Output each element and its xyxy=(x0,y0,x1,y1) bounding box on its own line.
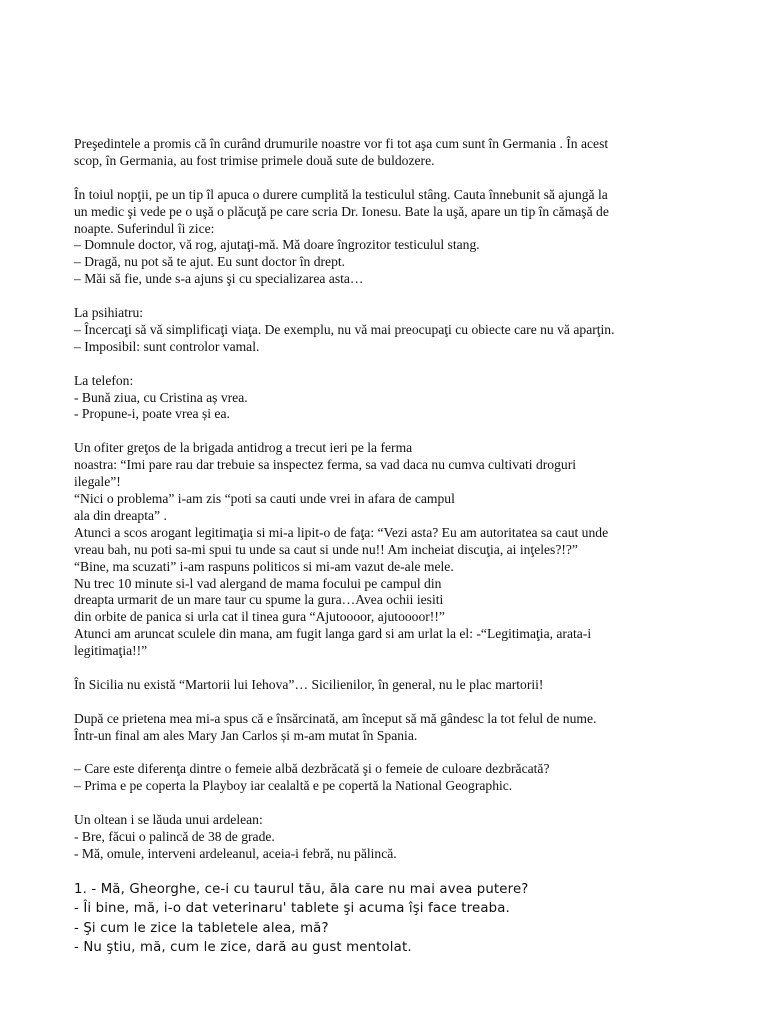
text-line: din orbite de panica si urla cat il tinea gura “Ajutoooor, ajutoooor!!” xyxy=(74,609,445,625)
text-line: - Îi bine, mă, i-o dat veterinaru' tablete şi acuma îşi face treaba. xyxy=(74,901,510,917)
text-line: După ce prietena mea mi-a spus că e însărcinată, am început să mă gândesc la tot felul de nume. xyxy=(74,710,597,726)
text-line: dreapta urmarit de un mare taur cu spume la gura…Avea ochii iesiti xyxy=(74,592,444,608)
text-line: La psihiatru: xyxy=(74,305,144,321)
joke-paragraph xyxy=(74,440,714,660)
joke-paragraph xyxy=(74,305,714,356)
text-line: Preşedintele a promis că în curând drumurile noastre vor fi tot aşa cum sunt în Germania . În acest xyxy=(74,136,609,151)
text-line: “Bine, ma scuzati” i-am raspuns politicos si mi-am vazut de-ale mele. xyxy=(74,558,454,574)
text-line: noapte. Suferindul îi zice: xyxy=(74,220,215,236)
joke-paragraph xyxy=(74,761,714,795)
text-line: Atunci am aruncat sculele din mana, am fugit langa gard si am urlat la el: -“Legitimaţia, arata-i xyxy=(74,626,592,642)
joke-paragraph xyxy=(74,373,714,424)
text-line: – Imposibil: sunt controlor vamal. xyxy=(74,338,260,354)
text-line: legitimaţia!!” xyxy=(74,643,148,659)
text-line: 1. - Mă, Gheorghe, ce-i cu taurul tău, ăla care nu mai avea putere? xyxy=(74,881,529,897)
text-line: - Mă, omule, interveni ardeleanul, aceia-i febră, nu pălincă. xyxy=(74,845,397,861)
text-line: “Nici o problema” i-am zis “poti sa cauti unde vrei in afara de campul xyxy=(74,490,455,506)
text-line: – Care este diferenţa dintre o femeie albă dezbrăcată şi o femeie de culoare dezbrăcată? xyxy=(74,761,550,777)
text-line: - Nu ştiu, mă, cum le zice, dară au gust mentolat. xyxy=(74,939,412,955)
text-line: un medic şi vede pe o uşă o plăcuţă pe care scria Dr. Ionesu. Bate la uşă, apare un tip în cămaşă de xyxy=(74,203,609,219)
text-line: Nu trec 10 minute si-l vad alergand de mama focului pe campul din xyxy=(74,575,442,591)
text-line: – Dragă, nu pot să te ajut. Eu sunt doctor în drept. xyxy=(74,254,346,270)
document-body xyxy=(74,136,714,957)
text-line: scop, în Germania, au fost trimise primele două sute de buldozere. xyxy=(74,152,435,168)
text-line: La telefon: xyxy=(74,372,134,388)
joke-paragraph xyxy=(74,812,714,863)
text-line: În Sicilia nu există “Martorii lui Iehova”… Sicilienilor, în general, nu le plac martorii! xyxy=(74,676,544,692)
final-joke-paragraph xyxy=(74,880,714,958)
text-line: noastra: “Imi pare rau dar trebuie sa inspectez ferma, sa vad daca nu cumva cultivati droguri xyxy=(74,457,576,473)
joke-paragraph xyxy=(74,711,714,745)
text-line: În toiul nopţii, pe un tip îl apuca o durere cumplită la testiculul stâng. Cauta înnebunit să ajungă la xyxy=(74,186,608,202)
text-line: - Propune-i, poate vrea și ea. xyxy=(74,406,230,422)
text-line: – Încercaţi să vă simplificaţi viaţa. De exemplu, nu vă mai preocupaţi cu obiecte care nu vă aparţin. xyxy=(74,321,615,337)
text-line: – Măi să fie, unde s-a ajuns şi cu specializarea asta… xyxy=(74,271,364,287)
text-line: - Bre, făcui o palincă de 38 de grade. xyxy=(74,829,275,845)
text-line: Într-un final am ales Mary Jan Carlos și m-am mutat în Spania. xyxy=(74,727,418,743)
text-line: Un ofiter greţos de la brigada antidrog a trecut ieri pe la ferma xyxy=(74,440,413,456)
joke-paragraph xyxy=(74,677,714,694)
text-line: ilegale”! xyxy=(74,474,121,490)
text-line: - Bună ziua, cu Cristina aș vrea. xyxy=(74,389,248,405)
joke-paragraph xyxy=(74,136,714,170)
text-line: vreau bah, nu poti sa-mi spui tu unde sa caut si unde nu!! Am incheiat discuţia, ai inţeles?!?” xyxy=(74,541,578,557)
text-line: – Prima e pe coperta la Playboy iar cealaltă e pe copertă la National Geographic. xyxy=(74,778,513,794)
text-line: Atunci a scos arogant legitimaţia si mi-a lipit-o de faţa: “Vezi asta? Eu am autoritatea sa caut unde xyxy=(74,524,609,540)
text-line: ala din dreapta” . xyxy=(74,507,167,523)
joke-paragraph xyxy=(74,187,714,288)
text-line: – Domnule doctor, vă rog, ajutaţi-mă. Mă doare îngrozitor testiculul stang. xyxy=(74,237,480,253)
text-line: Un oltean i se lăuda unui ardelean: xyxy=(74,812,263,828)
text-line: - Şi cum le zice la tabletele alea, mă? xyxy=(74,920,329,936)
